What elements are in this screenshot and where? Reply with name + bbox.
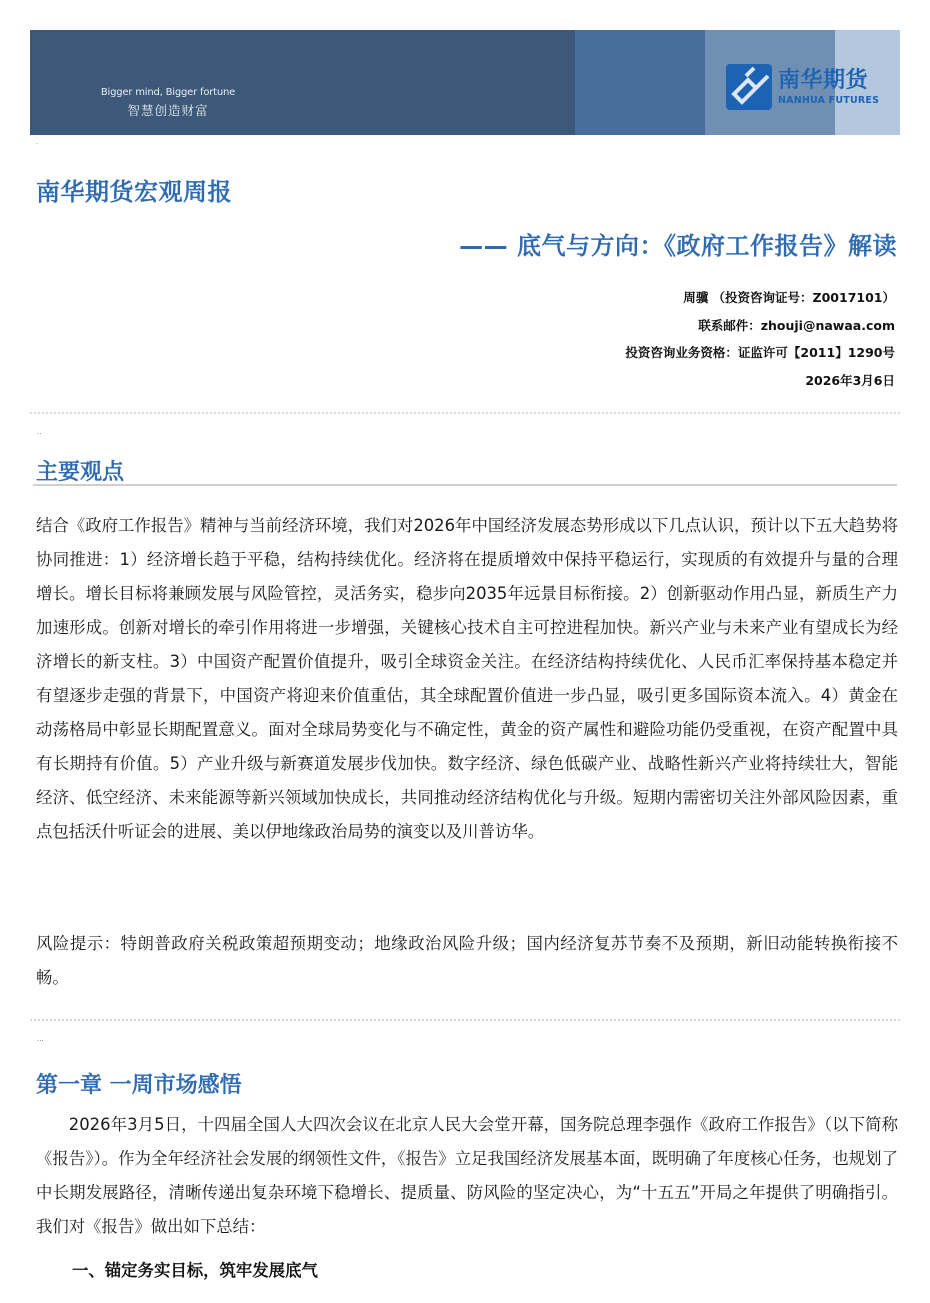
logo-text-en: NANHUA FUTURES [778, 95, 880, 106]
contact-email[interactable]: 联系邮件：zhouji@nawaa.com [698, 318, 895, 333]
report-subtitle: —— 底气与方向：《政府工作报告》解读 [459, 232, 897, 260]
marker-dot: ·· [37, 430, 42, 438]
logo-mark-icon [726, 64, 772, 110]
header-banner [30, 30, 900, 135]
key-points-body: 结合《政府工作报告》精神与当前经济环境，我们对2026年中国经济发展态势形成以下几点认识，预计以下五大趋势将协同推进：1）经济增长趋于平稳，结构持续优化。经济将在提质增效中保持平稳运行，实现质的有效提升与量的合理增长。增长目标将兼顾发展与风险管控，灵活务实，稳步向2035年远景目标衔接。2）创新驱动作用凸显，新质生产力加速形成。创新对增长的牵引作用将进一步增强，关键核心技术自主可控进程加快。新兴产业与未来产业有望成长为经济增长的新支柱。3）中国资产配置价值提升，吸引全球资金关注。在经济结构持续优化、人民币汇率保持基本稳定并有望逐步走强的背景下，中国资产将迎来价值重估，其全球配置价值进一步凸显，吸引更多国际资本流入。4）黄金在动荡格局中彰显长期配置意义。面对全球局势变化与不确定性，黄金的资产属性和避险功能仍受重视，在资产配置中具有长期持有价值。5）产业升级与新赛道发展步伐加快。数字经济、绿色低碳产业、战略性新兴产业将持续壮大，智能经济、低空经济、未来能源等新兴领域加快成长，共同推动经济结构优化与升级。短期内需密切关注外部风险因素，重点包括沃什听证会的进展、美以伊地缘政治局势的演变以及川普访华。 [36, 516, 898, 841]
chapter-heading: 第一章 一周市场感悟 [36, 1073, 242, 1098]
heading-underline [33, 484, 897, 486]
divider [30, 1019, 900, 1021]
chapter-intro: 2026年3月5日，十四届全国人大四次会议在北京人民大会堂开幕，国务院总理李强作《政府工作报告》（以下简称《报告》）。作为全年经济社会发展的纲领性文件，《报告》立足我国经济发展基本面，既明确了年度核心任务，也规划了中长期发展路径，清晰传递出复杂环境下稳增长、提质量、防风险的坚定决心，为“十五五”开局之年提供了明确指引。我们对《报告》做出如下总结： [36, 1115, 898, 1236]
subsection-heading: 一、锚定务实目标，筑牢发展底气 [72, 1261, 318, 1280]
logo-text-cn: 南华期货 [778, 68, 869, 93]
company-logo [726, 63, 879, 111]
report-title: 南华期货宏观周报 [36, 178, 232, 206]
divider [30, 412, 900, 414]
marker-dot: · [36, 140, 39, 148]
banner-block-dark [30, 30, 575, 135]
slogan-english: Bigger mind, Bigger fortune [100, 87, 236, 98]
marker-dot: ··· [37, 1037, 44, 1045]
risk-warning: 风险提示：特朗普政府关税政策超预期变动；地缘政治风险升级；国内经济复苏节奏不及预期，新旧动能转换衔接不畅。 [36, 934, 898, 987]
slogan-chinese: 智慧创造财富 [127, 103, 209, 118]
author-line: 周骥 （投资咨询证号：Z0017101） [683, 290, 895, 305]
key-points-heading: 主要观点 [36, 460, 125, 485]
report-date: 2026年3月6日 [805, 373, 895, 388]
banner-slogan [88, 87, 248, 119]
license-line: 投资咨询业务资格：证监许可【2011】1290号 [625, 345, 895, 360]
banner-block-mid [575, 30, 705, 135]
